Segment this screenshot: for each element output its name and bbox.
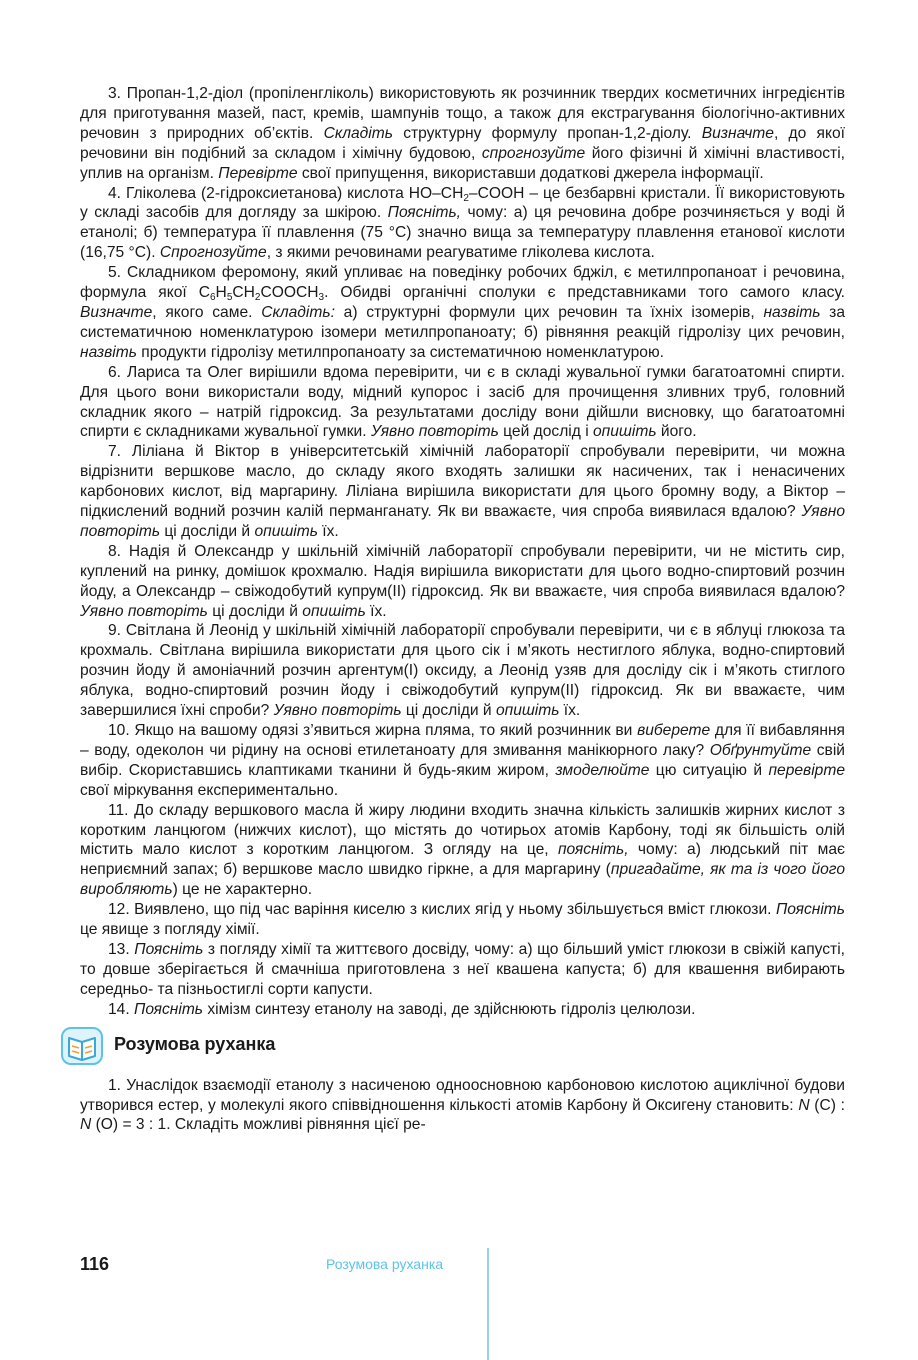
text-segment: (C) : xyxy=(809,1096,845,1114)
text-segment: продукти гідролізу метилпропаноату за систематичною номенклатурою. xyxy=(136,343,665,361)
text-segment: . Обидві органічні сполуки є представниками того самого класу. xyxy=(324,284,846,302)
text-segment: 14. xyxy=(108,1000,135,1018)
exercise-paragraph xyxy=(80,721,845,801)
emphasis-text: Визначте xyxy=(701,124,774,142)
emphasis-text: Уявно повторіть xyxy=(80,602,208,620)
text-segment: його. xyxy=(656,423,697,441)
emphasis-text: Уявно повторіть xyxy=(370,423,499,441)
emphasis-text: назвіть xyxy=(763,303,821,321)
text-segment: 9. Світлана й Леонід у шкільній хімічній лабораторії спробували перевірити, чи є в яблуці глюкоза та крохмаль. Світлана вирішила використати для цього сік і м’якоть нестиглого яблука, водно-спиртовий розчин йоду й амоніачний розчин аргентум(І) оксиду, а Леонід узяв для досліду сік і м’якоть стиглого яблука, водно-спиртовий розчин йоду і свіжодобутий купрум(ІІ) гідроксид. Як ви вважаєте, чим завершилися їхні спроби? xyxy=(80,622,845,720)
emphasis-text: Уявно повторіть xyxy=(273,702,402,720)
exercise-paragraph xyxy=(80,184,845,264)
emphasis-text: опишіть xyxy=(254,522,318,540)
subscript-text: 6 xyxy=(209,292,216,304)
exercise-paragraph xyxy=(80,363,845,443)
text-segment: а) структурні формули цих речовин та їхніх ізомерів, xyxy=(334,303,764,321)
emphasis-text: Обґрунтуйте xyxy=(709,741,812,759)
emphasis-text: опишіть xyxy=(495,702,560,720)
text-segment: , з якими речовинами реагуватиме гліколева кислота. xyxy=(266,244,655,262)
emphasis-text: Складіть: xyxy=(261,303,335,321)
emphasis-text: назвіть xyxy=(80,343,137,361)
subscript-text: 3 xyxy=(318,292,325,304)
text-segment: 6. Лариса та Олег вирішили вдома перевірити, чи є в складі жувальної гумки багатоатомні спирти. Для цього вони використали воду, мідний купорос і засіб для прочищення зливних труб, головний складник якого – натрій гідроксид. За результатами досліду вони дійшли висновку, що багатоатомні спирти є складниками жувальної гумки. xyxy=(80,363,845,441)
text-segment: цей дослід і xyxy=(498,423,593,441)
subscript-text: 5 xyxy=(226,292,233,304)
text-segment: ці досліди й xyxy=(207,602,303,620)
text-segment: свої міркування експериментально. xyxy=(80,781,339,799)
text-segment: їх. xyxy=(365,602,387,620)
emphasis-text: N xyxy=(80,1116,92,1134)
emphasis-text: Поясніть xyxy=(776,901,845,919)
subscript-text: 2 xyxy=(463,192,469,204)
text-segment: 1. Унаслідок взаємодії етанолу з насиченою одноосновною карбоновою кислотою ациклічної будови утворився естер, у молекулі якого співвідношення кількості атомів Карбону й Оксигену становить: xyxy=(80,1076,845,1114)
text-segment: H xyxy=(215,284,227,302)
subscript-text: 2 xyxy=(254,292,261,304)
text-segment: цю ситуацію й xyxy=(649,761,769,779)
emphasis-text: перевірте xyxy=(768,761,845,779)
text-segment: за систематичною номенклатурою ізомери метилпропаноату; б) рівняння реакцій гідролізу цих речовин, xyxy=(80,303,845,341)
text-segment: 8. Надія й Олександр у шкільній хімічній лабораторії спробували перевірити, чи не містить сир, куплений на ринку, домішок крохмалю. Надія вирішила використати для цього водно-спиртовий розчин йоду, а Олександр – свіжодобутий купрум(ІІ) гідроксид. Як ви вважаєте, чия спроба виявилася вдалою? xyxy=(80,542,845,600)
text-segment: (O) = 3 : 1. Складіть можливі рівняння цієї ре- xyxy=(91,1116,426,1134)
text-segment: структурну формулу пропан-1,2-діолу. xyxy=(392,124,702,142)
exercise-paragraph xyxy=(80,263,845,363)
text-segment: його фізичні й хімічні властивості, уплив на організм. xyxy=(80,144,845,182)
exercise-paragraph xyxy=(80,542,845,622)
section-header xyxy=(80,1022,845,1072)
exercise-paragraph xyxy=(80,84,845,184)
emphasis-text: N xyxy=(798,1096,810,1114)
emphasis-text: Поясніть xyxy=(134,940,204,958)
text-segment: , якого саме. xyxy=(152,303,262,321)
text-segment: хімізм синтезу етанолу на заводі, де здійснюють гідроліз целюлози. xyxy=(203,1000,696,1018)
text-segment: ці досліди й xyxy=(160,522,255,540)
text-segment: чому: а) ця речовина добре розчиняється у воді й етанолі; б) температура її плавлення (75 °С) значно вища за температуру плавлення етанової кислоти (16,75 °С). xyxy=(80,204,846,262)
page-number: 116 xyxy=(80,1254,110,1274)
emphasis-text: спрогнозуйте xyxy=(481,144,586,162)
emphasis-text: поясніть, xyxy=(557,841,629,859)
exercise-paragraph xyxy=(80,900,845,940)
emphasis-text: Визначте xyxy=(80,303,153,321)
text-segment: свої припущення, використавши додаткові джерела інформації. xyxy=(297,164,764,182)
emphasis-text: Складіть xyxy=(323,124,393,142)
exercise-paragraph xyxy=(80,621,845,721)
emphasis-text: виберете xyxy=(637,722,711,739)
text-segment: , до якої речовини він подібний за складом і хімічну будовою, xyxy=(80,124,845,162)
exercise-list xyxy=(80,84,845,1020)
text-segment: 10. Якщо на вашому одязі з’явиться жирна пляма, то який розчинник ви xyxy=(108,722,638,739)
text-segment: COOCH xyxy=(260,284,319,302)
text-segment: їх. xyxy=(559,702,581,720)
text-segment: 4. Гліколева (2-гідроксиетанова) кислота HO–CH xyxy=(108,184,464,202)
exercise-paragraph xyxy=(80,940,845,1000)
text-segment: 5. Складником феромону, який упливає на поведінку робочих бджіл, є метилпропаноат і речовина, формула якої C xyxy=(80,264,845,302)
page-content xyxy=(80,84,845,1135)
text-segment: 13. xyxy=(108,940,135,958)
book-icon xyxy=(60,1026,104,1066)
text-segment: ) це не характерно. xyxy=(172,881,313,899)
emphasis-text: Перевірте xyxy=(218,164,298,182)
exercise-paragraph xyxy=(80,1076,845,1136)
text-segment: з погляду хімії та життєвого досвіду, чому: а) що більший уміст глюкози в свіжій капусті, то довше зберігається й смачніша приготовлена з неї квашена капуста; б) для квашення вибирають середньо- та пізньостиглі сорти капусти. xyxy=(80,940,846,998)
footer-divider xyxy=(487,1248,489,1360)
text-segment: їх. xyxy=(317,522,339,540)
emphasis-text: змоделюйте xyxy=(555,761,650,779)
text-segment: CH xyxy=(232,284,255,302)
text-segment: 3. Пропан-1,2-діол (пропіленгліколь) використовують як розчинник твердих косметичних інгредієнтів для приготування мазей, паст, кремів, шампунів тощо, а також для екстрагування біологічно-активних речовин з природних об’єктів. xyxy=(80,85,845,142)
text-segment: 12. Виявлено, що під час варіння киселю з кислих ягід у ньому збільшується вміст глюкози. xyxy=(108,901,776,919)
text-segment: –COOH – це безбарвні кристали. Її використовують у складі засобів для догляду за шкірою. xyxy=(80,184,846,222)
exercise-paragraph xyxy=(80,801,845,901)
section-exercise-list xyxy=(80,1076,845,1136)
text-segment: 7. Ліліана й Віктор в університетській хімічній лабораторії спробували перевірити, чи можна відрізнити вершкове масло, до складу якого входять залишки як насичених, так і ненасичених карбонових кислот, від маргарину. Ліліана вирішила використати для цього бромну воду, а Віктор – підкислений водний розчин калій перманганату. Як ви вважаєте, чия спроба виявилася вдалою? xyxy=(80,443,845,521)
text-segment: ці досліди й xyxy=(401,702,496,720)
exercise-paragraph xyxy=(80,1000,845,1020)
text-segment: для її вибавляння – воду, одеколон чи рідину на основі етилетаноату для змивання манікюрного лаку? xyxy=(80,722,845,759)
emphasis-text: Уявно повторіть xyxy=(80,503,845,540)
emphasis-text: Поясніть xyxy=(134,1000,204,1018)
text-segment: чому: а) людський піт має неприємний запах; б) вершкове масло швидко гіркне, а для маргарину ( xyxy=(80,841,845,879)
text-segment: 11. До складу вершкового масла й жиру людини входить значна кількість залишків жирних кислот з коротким ланцюгом (нижчих кислот), що містять до чотирьох атомів Карбону, тоді як більшість олій містить мало кислот з коротким ланцюгом. З огляду на це, xyxy=(80,801,845,859)
emphasis-text: Поясніть, xyxy=(387,204,461,222)
emphasis-text: опишіть xyxy=(302,602,366,620)
emphasis-text: опишіть xyxy=(593,423,657,441)
text-segment: свій вибір. Скориставшись клаптиками тканини й будь-яким жиром, xyxy=(80,741,845,779)
emphasis-text: пригадайте, як та із чого його виробляють xyxy=(80,861,845,899)
text-segment: це явище з погляду хімії. xyxy=(80,921,260,939)
section-title: Розумова руханка xyxy=(114,1033,276,1054)
exercise-paragraph xyxy=(80,442,845,542)
running-title: Розумова руханка xyxy=(326,1256,444,1272)
emphasis-text: Спрогнозуйте xyxy=(159,244,267,262)
